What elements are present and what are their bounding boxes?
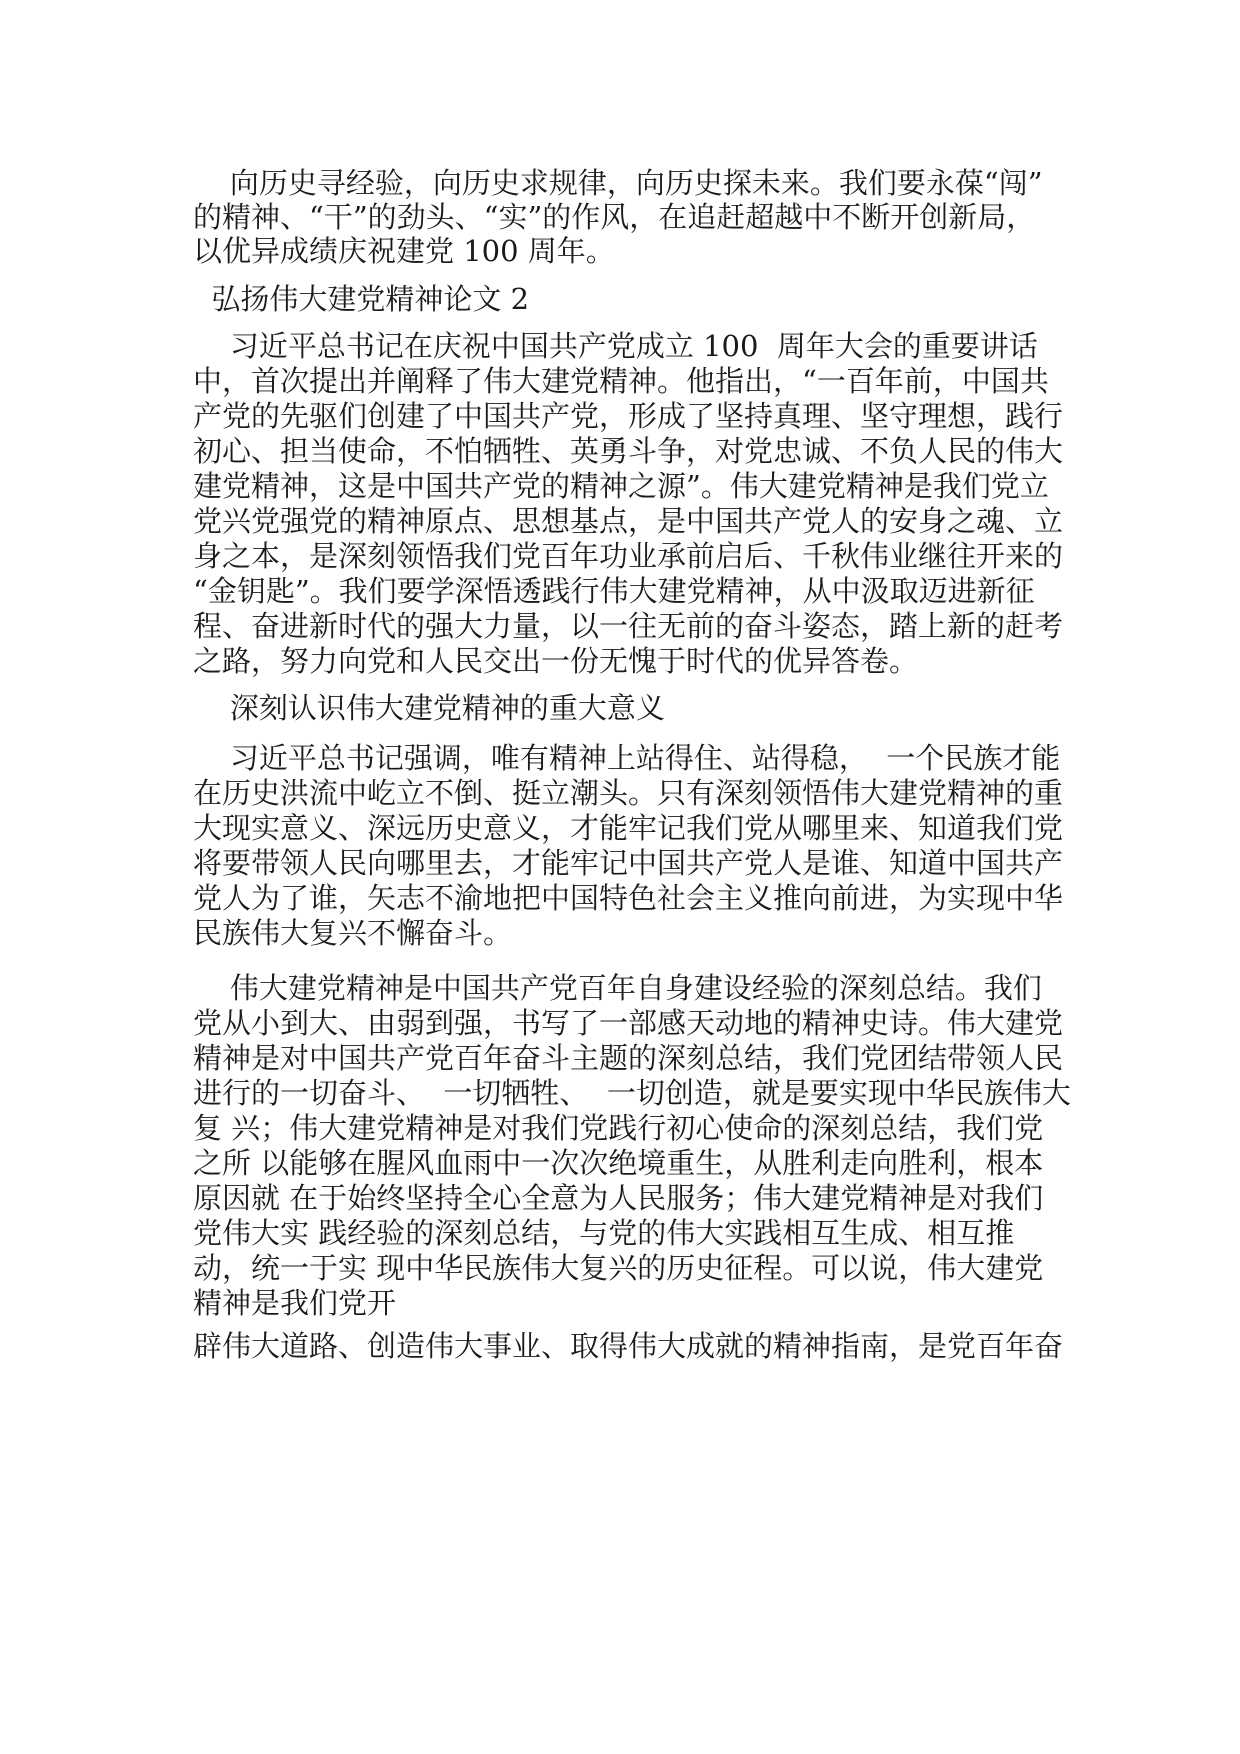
text-line: 之路，努力向党和人民交出一份无愧于时代的优异答卷。: [193, 644, 919, 678]
text-line: 将要带领人民向哪里去，才能牢记中国共产党人是谁、知道中国共产: [193, 846, 1064, 880]
text-line: 中，首次提出并阐释了伟大建党精神。他指出，“一百年前，中国共: [193, 364, 1049, 398]
text-line: 党兴党强党的精神原点、思想基点，是中国共产党人的安身之魂、立: [193, 504, 1064, 538]
sub-heading: 深刻认识伟大建党精神的重大意义: [193, 691, 665, 725]
text-line: 辟伟大道路、创造伟大事业、取得伟大成就的精神指南，是党百年奋: [193, 1329, 1064, 1363]
text-line: 习近平总书记强调，唯有精神上站得住、站得稳， 一个民族才能: [193, 741, 1061, 775]
text-line: 向历史寻经验，向历史求规律，向历史探未来。我们要永葆“闯”: [193, 166, 1043, 200]
text-line: 复 兴；伟大建党精神是对我们党践行初心使命的深刻总结，我们党: [193, 1111, 1044, 1145]
text-line: 产党的先驱们创建了中国共产党，形成了坚持真理、坚守理想，践行: [193, 399, 1064, 433]
text-line: 大现实意义、深远历史意义，才能牢记我们党从哪里来、知道我们党: [193, 811, 1064, 845]
text-line: 党人为了谁，矢志不渝地把中国特色社会主义推向前进，为实现中华: [193, 881, 1064, 915]
text-line: 以优异成绩庆祝建党 100 周年。: [193, 234, 615, 268]
text-line: 民族伟大复兴不懈奋斗。: [193, 916, 513, 950]
text-line: 动，统一于实 现中华民族伟大复兴的历史征程。可以说，伟大建党: [193, 1251, 1044, 1285]
text-line: “金钥匙”。我们要学深悟透践行伟大建党精神，从中汲取迈进新征: [193, 574, 1035, 608]
text-line: 党伟大实 践经验的深刻总结，与党的伟大实践相互生成、相互推: [193, 1216, 1015, 1250]
text-line: 的精神、“干”的劲头、“实”的作风，在追赶超越中不断开创新局，: [193, 200, 1036, 234]
section-heading: 弘扬伟大建党精神论文 2: [193, 282, 530, 316]
text-line: 习近平总书记在庆祝中国共产党成立 100 周年大会的重要讲话: [193, 329, 1038, 363]
text-line: 身之本，是深刻领悟我们党百年功业承前启后、千秋伟业继往开来的: [193, 539, 1064, 573]
text-line: 进行的一切奋斗、 一切牺牲、 一切创造，就是要实现中华民族伟大: [193, 1076, 1071, 1110]
text-line: 之所 以能够在腥风血雨中一次次绝境重生，从胜利走向胜利，根本: [193, 1146, 1044, 1180]
text-line: 程、奋进新时代的强大力量，以一往无前的奋斗姿态，踏上新的赶考: [193, 609, 1064, 643]
text-line: 精神是我们党开: [193, 1286, 397, 1320]
text-line: 建党精神，这是中国共产党的精神之源”。伟大建党精神是我们党立: [193, 469, 1049, 503]
text-line: 原因就 在于始终坚持全心全意为人民服务；伟大建党精神是对我们: [193, 1181, 1044, 1215]
text-line: 伟大建党精神是中国共产党百年自身建设经验的深刻总结。我们: [193, 971, 1042, 1005]
text-line: 初心、担当使命，不怕牺牲、英勇斗争，对党忠诚、不负人民的伟大: [193, 434, 1064, 468]
text-line: 党从小到大、由弱到强，书写了一部感天动地的精神史诗。伟大建党: [193, 1006, 1064, 1040]
text-line: 精神是对中国共产党百年奋斗主题的深刻总结，我们党团结带领人民: [193, 1041, 1064, 1075]
text-line: 在历史洪流中屹立不倒、挺立潮头。只有深刻领悟伟大建党精神的重: [193, 776, 1064, 810]
